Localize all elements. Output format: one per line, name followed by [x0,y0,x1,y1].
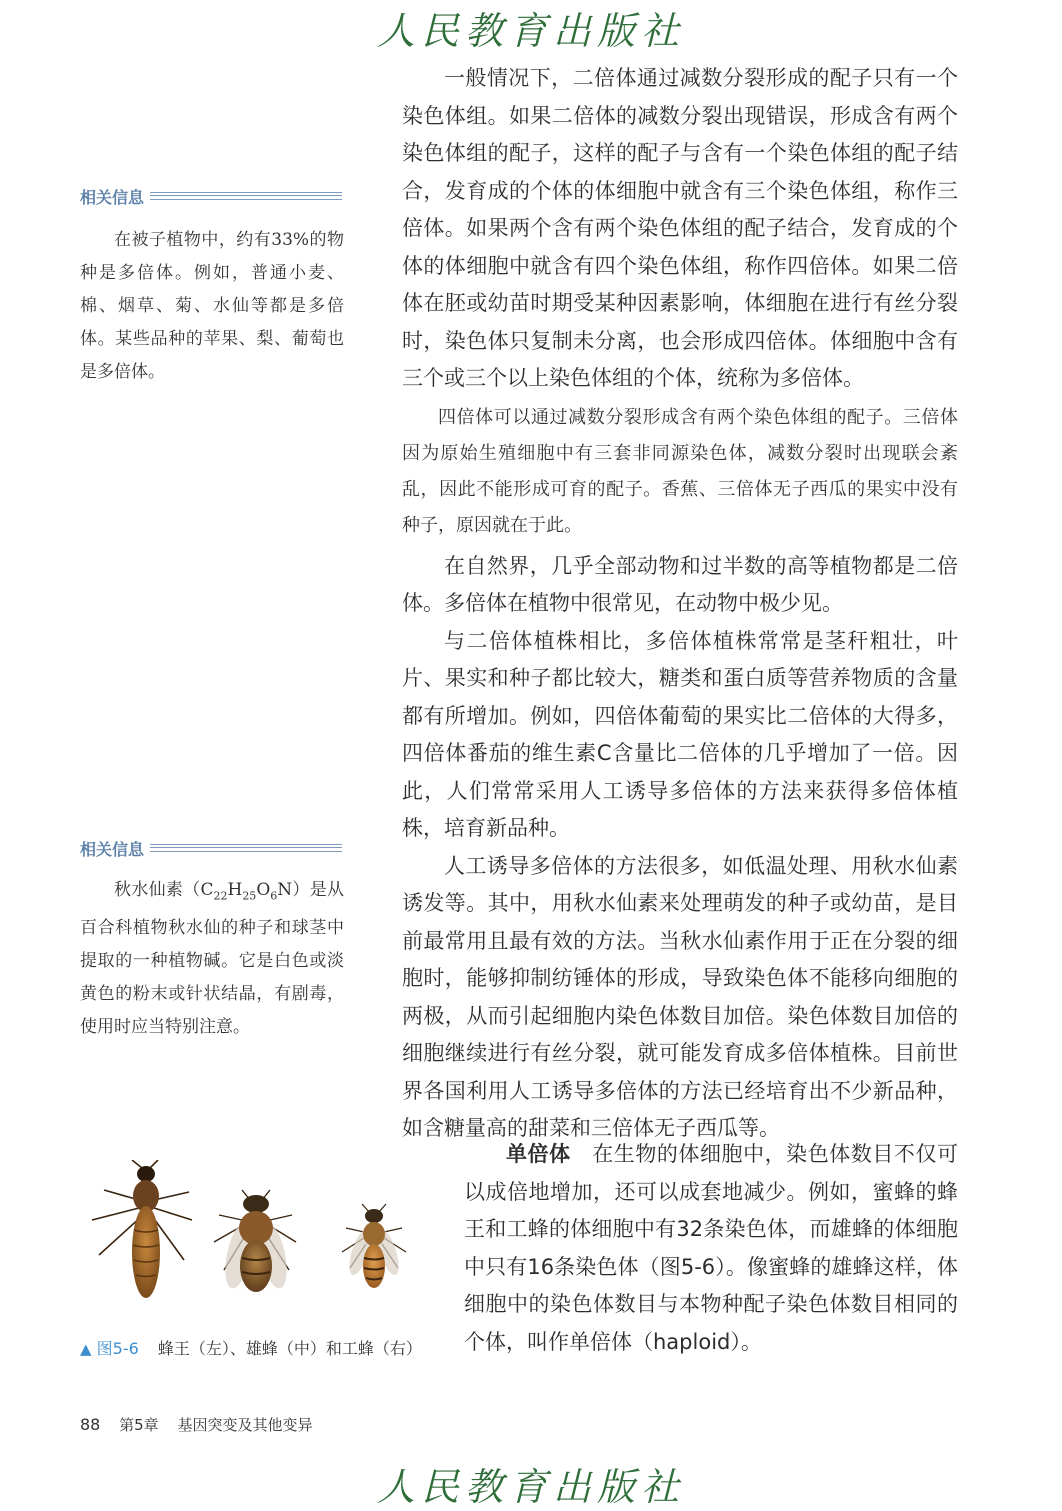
formula-part: O [256,880,271,900]
main-text-column [402,60,958,1148]
drone-bee-icon [214,1190,296,1292]
heading-rule-2 [150,844,342,852]
chapter-title: 基因突变及其他变异 [177,1416,313,1434]
chapter-label: 第5章 [119,1416,159,1434]
formula-part: H [227,880,243,900]
formula-subscript: 6 [270,889,278,903]
formula-part: N）是从百合科植物秋水仙的种子和球茎中提取的一种植物碱。它是白色或淡黄色的粉末或针状结晶，有剧毒，使用时应当特别注意。 [80,880,345,1038]
heading-rule-1 [150,192,342,200]
page-footer [80,1414,312,1435]
paragraph-polyploid-traits: 与二倍体植株相比，多倍体植株常常是茎秆粗壮，叶片、果实和种子都比较大，糖类和蛋白质等营养物质的含量都有所增加。例如，四倍体葡萄的果实比二倍体的大得多，四倍体番茄的维生素C含量比二倍体的几乎增加了一倍。因此，人们常常采用人工诱导多倍体的方法来获得多倍体植株，培育新品种。 [402,628,958,840]
paragraph-polyploid-formation: 一般情况下，二倍体通过减数分裂形成的配子只有一个染色体组。如果二倍体的减数分裂出现错误，形成含有两个染色体组的配子，这样的配子与含有一个染色体组的配子结合，发育成的个体的体细胞中就含有三个染色体组，称作三倍体。如果两个含有两个染色体组的配子结合，发育成的个体的体细胞中就含有四个染色体组，称作四倍体。如果二倍体在胚或幼苗时期受某种因素影响，体细胞在进行有丝分裂时，染色体只复制未分离，也会形成四倍体。体细胞中含有三个或三个以上染色体组的个体，统称为多倍体。 [402,66,958,390]
figure-caption [80,1336,422,1359]
formula-part: 秋水仙素（C [114,880,214,900]
formula-subscript: 25 [242,889,257,903]
formula-subscript: 22 [213,889,228,903]
haploid-text: 在生物的体细胞中，染色体数目不仅可以成倍地增加，还可以成套地减少。例如，蜜蜂的蜂王和工蜂的体细胞中有32条染色体，而雄蜂的体细胞中只有16条染色体（图5-6）。像蜜蜂的雄蜂这样，体细胞中的染色体数目与本物种配子染色体数目相同的个体，叫作单倍体（haploid）。 [464,1142,959,1354]
publisher-watermark-top: 人民教育出版社 [376,9,685,53]
sidebar-heading-2 [80,838,342,858]
haploid-keyword: 单倍体 [506,1142,571,1166]
sidebar-text-1: 在被子植物中，约有33%的物种是多倍体。例如，普通小麦、棉、烟草、菊、水仙等都是多倍体。某些品种的苹果、梨、葡萄也是多倍体。 [80,230,344,382]
worker-bee-icon [342,1204,406,1288]
paragraph-natural-distribution: 在自然界，几乎全部动物和过半数的高等植物都是二倍体。多倍体在植物中很常见，在动物中极少见。 [402,553,958,615]
sidebar-text-2 [80,874,344,1044]
paragraph-artificial-induction: 人工诱导多倍体的方法很多，如低温处理、用秋水仙素诱发等。其中，用秋水仙素来处理萌发的种子或幼苗，是目前最常用且最有效的方法。当秋水仙素作用于正在分裂的细胞时，能够抑制纺锤体的形成，导致染色体不能移向细胞的两极，从而引起细胞内染色体数目加倍。染色体数目加倍的细胞继续进行有丝分裂，就可能发育成多倍体植株。目前世界各国利用人工诱导多倍体的方法已经培育出不少新品种，如含糖量高的甜菜和三倍体无子西瓜等。 [402,853,958,1140]
haploid-section [464,1136,958,1361]
figure-caption-text: 蜂王（左）、雄蜂（中）和工蜂（右） [157,1339,422,1358]
paragraph-triploid-note: 四倍体可以通过减数分裂形成含有两个染色体组的配子。三倍体因为原始生殖细胞中有三套非同源染色体，减数分裂时出现联会紊乱，因此不能形成可育的配子。香蕉、三倍体无子西瓜的果实中没有种子，原因就在于此。 [402,406,958,536]
queen-bee-icon [92,1160,192,1298]
triangle-marker-icon: ▲ [80,1340,92,1358]
publisher-watermark-bottom: 人民教育出版社 [376,1465,685,1509]
sidebar-heading-1 [80,186,342,206]
figure-number: 图5-6 [96,1339,139,1358]
paragraph-haploid [464,1136,958,1361]
sidebar-heading-label-1: 相关信息 [80,187,145,207]
page-number: 88 [80,1415,101,1434]
bees-figure [84,1160,424,1310]
sidebar-heading-label-2: 相关信息 [80,839,145,859]
